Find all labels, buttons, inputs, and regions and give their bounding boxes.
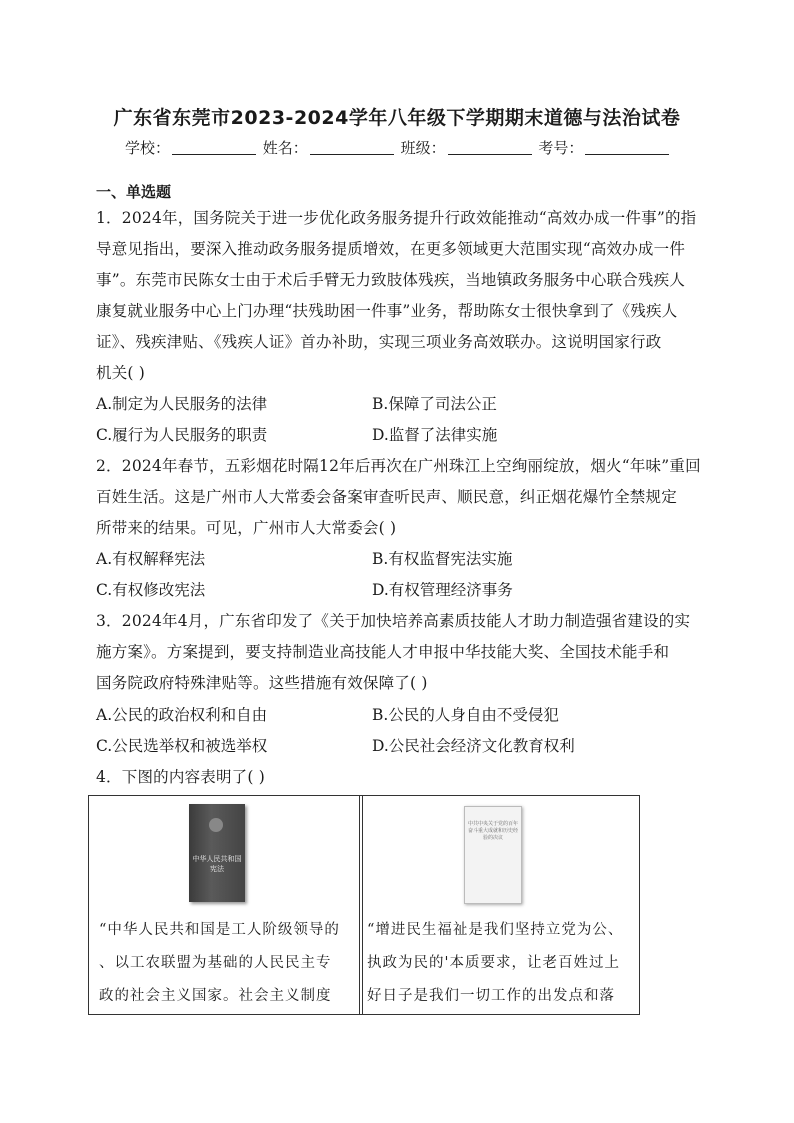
- q3-line: 3．2024年4月，广东省印发了《关于加快培养高素质技能人才助力制造强省建设的实: [96, 612, 691, 630]
- section-heading: 一、单选题: [96, 183, 172, 201]
- q2-option-a[interactable]: A.有权解释宪法: [96, 550, 206, 568]
- exam-number-blank: [585, 140, 669, 155]
- q1-option-b[interactable]: B.保障了司法公正: [372, 395, 497, 413]
- left-quote-line: 政的社会主义国家。社会主义制度: [99, 988, 332, 1004]
- q1-line: 机关( ): [96, 364, 146, 382]
- school-label: 学校：: [125, 139, 171, 157]
- left-quote-line: 、以工农联盟为基础的人民民主专: [99, 955, 332, 971]
- q3-line: 国务院政府特殊津贴等。这些措施有效保障了( ): [96, 674, 428, 692]
- q1-line: 1．2024年，国务院关于进一步优化政务服务提升行政效能推动“高效办成一件事”的指: [96, 209, 697, 227]
- page-title: 广东省东莞市2023-2024学年八年级下学期期末道德与法治试卷: [113, 107, 681, 129]
- right-book-title: 中共中央关于党的百年奋斗重大成就和历史经验的决议: [468, 821, 519, 841]
- q3-option-d[interactable]: D.公民社会经济文化教育权利: [372, 737, 575, 755]
- name-blank: [310, 140, 394, 155]
- q3-option-b[interactable]: B.公民的人身自由不受侵犯: [372, 706, 559, 724]
- national-emblem-icon: [209, 818, 223, 832]
- q1-line: 证》、残疾津贴、《残疾人证》首办补助，实现三项业务高效联办。这说明国家行政: [96, 333, 662, 351]
- name-label: 姓名：: [262, 139, 308, 157]
- q2-line: 所带来的结果。可见，广州市人大常委会( ): [96, 519, 397, 537]
- left-quote-line: “中华人民共和国是工人阶级领导的: [99, 922, 340, 938]
- q1-option-d[interactable]: D.监督了法律实施: [372, 426, 498, 444]
- q2-option-c[interactable]: C.有权修改宪法: [96, 581, 206, 599]
- q1-line: 事”。东莞市民陈女士由于术后手臂无力致肢体残疾，当地镇政务服务中心联合残疾人: [96, 271, 686, 289]
- school-blank: [172, 140, 256, 155]
- student-info-line: [125, 137, 671, 158]
- q1-option-c[interactable]: C.履行为人民服务的职责: [96, 426, 268, 444]
- q2-option-d[interactable]: D.有权管理经济事务: [372, 581, 513, 599]
- resolution-book-image: [464, 806, 522, 904]
- exam-number-label: 考号：: [538, 139, 584, 157]
- q3-line: 施方案》。方案提到，要支持制造业高技能人才申报中华技能大奖、全国技术能手和: [96, 643, 670, 661]
- q3-option-a[interactable]: A.公民的政治权利和自由: [96, 706, 268, 724]
- q1-option-a[interactable]: A.制定为人民服务的法律: [96, 395, 268, 413]
- left-book-title: 中华人民共和国宪法: [192, 855, 242, 873]
- q4-line: 4．下图的内容表明了( ): [96, 768, 265, 786]
- q2-line: 2．2024年春节，五彩烟花时隔12年后再次在广州珠江上空绚丽绽放，烟火“年味”重回: [96, 457, 701, 475]
- right-quote-line: 执政为民的'本质要求，让老百姓过上: [367, 955, 620, 971]
- figure-divider: [359, 796, 363, 1014]
- right-quote-line: 好日子是我们一切工作的出发点和落: [367, 988, 615, 1004]
- q3-option-c[interactable]: C.公民选举权和被选举权: [96, 737, 268, 755]
- constitution-book-image: [189, 804, 245, 902]
- q1-line: 导意见指出，要深入推动政务服务提质增效，在更多领域更大范围实现“高效办成一件: [96, 240, 686, 258]
- right-quote-line: “增进民生福祉是我们坚持立党为公、: [367, 922, 624, 938]
- class-label: 班级：: [400, 139, 446, 157]
- class-blank: [448, 140, 532, 155]
- q4-figure: [88, 795, 640, 1015]
- q2-line: 百姓生活。这是广州市人大常委会备案审查听民声、顺民意，纠正烟花爆竹全禁规定: [96, 488, 677, 506]
- q1-line: 康复就业服务中心上门办理“扶残助困一件事”业务，帮助陈女士很快拿到了《残疾人: [96, 302, 678, 320]
- q2-option-b[interactable]: B.有权监督宪法实施: [372, 550, 513, 568]
